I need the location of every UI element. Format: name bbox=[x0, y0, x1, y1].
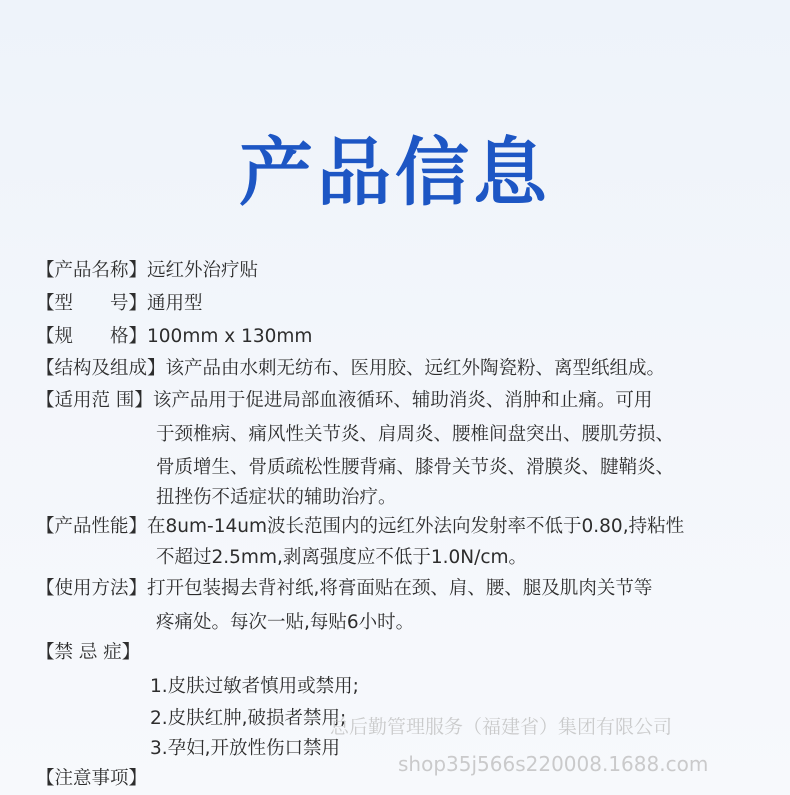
structure-value: 该产品由水刺无纺布、医用胶、远红外陶瓷粉、离型纸组成。 bbox=[165, 358, 666, 379]
notes-label: 【注意事项】 bbox=[36, 768, 148, 789]
scope-line-2: 于颈椎病、痛风性关节炎、肩周炎、腰椎间盘突出、腰肌劳损、 bbox=[156, 424, 675, 445]
model-value: 通用型 bbox=[147, 293, 203, 314]
scope-row bbox=[36, 386, 652, 416]
usage-line-2: 疼痛处。每次一贴,每贴6小时。 bbox=[156, 612, 415, 633]
scope-label: 【适用范 围】 bbox=[36, 390, 153, 411]
structure-label: 【结构及组成】 bbox=[36, 358, 166, 379]
contraindications-label: 【禁 忌 症】 bbox=[36, 642, 141, 663]
product-name-row bbox=[36, 256, 258, 286]
performance-line-1: 在8um-14um波长范围内的远红外法向发射率不低于0.80,持粘性 bbox=[147, 516, 685, 537]
spec-row bbox=[36, 322, 312, 352]
performance-row bbox=[36, 512, 684, 542]
performance-label: 【产品性能】 bbox=[36, 516, 148, 537]
spec-value: 100mm x 130mm bbox=[147, 326, 313, 347]
contraindication-item-3: 3.孕妇,开放性伤口禁用 bbox=[150, 738, 341, 759]
watermark-company: 总后勤管理服务（福建省）集团有限公司 bbox=[330, 716, 673, 738]
usage-row bbox=[36, 574, 652, 604]
contraindication-item-2: 2.皮肤红肿,破损者禁用; bbox=[150, 708, 347, 729]
usage-line-1: 打开包装揭去背衬纸,将膏面贴在颈、肩、腰、腿及肌肉关节等 bbox=[147, 578, 653, 599]
product-name-label: 【产品名称】 bbox=[36, 260, 148, 281]
scope-line-4: 扭挫伤不适症状的辅助治疗。 bbox=[156, 487, 397, 508]
model-row bbox=[36, 289, 203, 319]
model-label: 【型 号】 bbox=[36, 293, 148, 314]
usage-label: 【使用方法】 bbox=[36, 578, 148, 599]
notes-row bbox=[36, 764, 147, 794]
product-name-value: 远红外治疗贴 bbox=[147, 260, 259, 281]
scope-line-3: 骨质增生、骨质疏松性腰背痛、膝骨关节炎、滑膜炎、腱鞘炎、 bbox=[156, 457, 675, 478]
page-title: 产品信息 bbox=[239, 130, 551, 216]
scope-line-1: 该产品用于促进局部血液循环、辅助消炎、消肿和止痛。可用 bbox=[152, 390, 653, 411]
performance-line-2: 不超过2.5mm,剥离强度应不低于1.0N/cm。 bbox=[156, 547, 528, 568]
structure-row bbox=[36, 354, 665, 384]
contraindications-row bbox=[36, 638, 140, 668]
watermark-shop-url: shop35j566s220008.1688.com bbox=[398, 752, 709, 776]
contraindication-item-1: 1.皮肤过敏者慎用或禁用; bbox=[150, 676, 359, 697]
spec-label: 【规 格】 bbox=[36, 326, 148, 347]
